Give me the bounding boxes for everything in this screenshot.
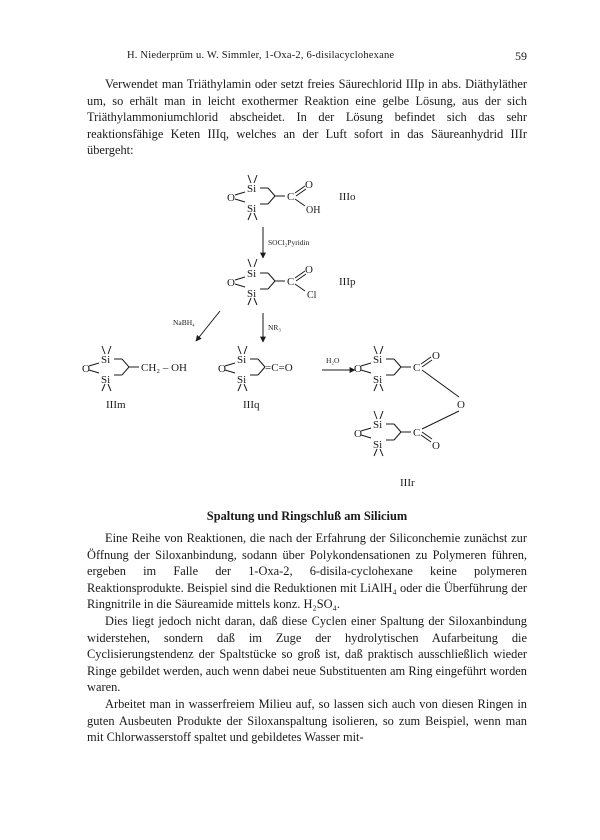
IIIm-si-top: Si [101,354,111,366]
body-text [87,530,527,746]
IIIr-lower-si-bottom: Si [373,439,383,451]
IIIq-si-bottom: Si [237,374,247,386]
IIIo-carbon: C [287,191,295,203]
reagent-nr3: NR₃ [268,323,282,332]
IIIr-lower-si-top: Si [373,419,383,431]
IIIr-upper-si-bottom: Si [373,374,383,386]
IIIr-lower-carbon: C [413,427,421,439]
IIIr-upper-si-top: Si [373,354,383,366]
IIIo-ring-o: O [227,192,235,204]
IIIq-ketene: =C=O [265,362,293,374]
IIIr-lower-ring-o: O [354,428,362,440]
IIIr-upper-carbonyl-o: O [432,350,440,362]
IIIr-bridge-o: O [457,399,465,411]
reaction-scheme-svg [82,165,527,495]
IIIp-si-top: Si [247,268,257,280]
IIIq-ring-o: O [218,363,226,375]
running-header [87,50,527,66]
IIIr-upper-ring-o: O [354,363,362,375]
page-number: 59 [515,49,527,63]
IIIo-hydroxyl: OH [306,205,321,216]
arrow-nabh4 [196,311,220,341]
reaction-scheme [82,165,527,495]
reagent-h2o: H₂O [326,356,340,365]
IIIp-chlorine: Cl [307,290,317,301]
IIIo-carbonyl-o: O [305,179,313,191]
paragraph-1: Eine Reihe von Reaktionen, die nach der Erfahrung der Siliconchemie zunächst zur Öffnung der Siloxanbindung, sodann über Polykondensationen zu Polymeren führen, ergeben im Falle der 1-Oxa-2, 6-disila-cyclohexane keine polymeren Reaktionsprodukte. Beispiel sind die Reduktionen mit LiAlH₄ oder die Überführung der Ringnitrile in die Säureamide mittels konz. H₂SO₄. [87,531,527,612]
IIIp-si-bottom: Si [247,288,257,300]
IIIq-si-top: Si [237,354,247,366]
paragraph-2: Dies liegt jedoch nicht daran, daß diese Cyclen einer Spaltung der Siloxanbindung widerstehen, sondern daß im Zuge der hydrolytischen Aufarbeitung die Cyclisierungstendenz der Spaltstücke so groß ist, daß praktisch ausschließlich wieder Ringe gebildet werden, auch wenn dabei neue Substituenten am Ring eingeführt worden waren. [87,613,527,695]
label-IIIq: IIIq [243,399,260,411]
compound-IIIp [235,259,306,305]
intro-paragraph: Verwendet man Triäthylamin oder setzt freies Säurechlorid IIIp in abs. Diäthyläther um, so erhält man in leicht exothermer Reaktion eine gelbe Lösung, aus der sich Triäthylammoniumchlorid abscheidet. In der Lösung befindet sich das sehr reaktionsfähige Keten IIIq, welches an der Luft sofort in das Säureanhydrid IIIr übergeht: [87,77,527,158]
label-IIIp: IIIp [339,276,356,288]
reagent-nabh4: NaBH₄ [173,318,195,327]
paragraph-3: Arbeitet man in wasserfreiem Milieu auf, so lassen sich auch von diesen Ringen in guten Ausbeuten Produkte der Siloxanspaltung isolieren, so zum Beispiel, wenn man mit Chlorwasserstoff spaltet und gebildetes Wasser mit- [87,696,527,745]
IIIo-si-bottom: Si [247,203,257,215]
reagent-socl2-pyridin: SOCl₂Pyridin [268,238,310,247]
IIIr-upper-carbon: C [413,362,421,374]
running-head: H. Niederprüm u. W. Simmler, 1-Oxa-2, 6-disilacyclohexane [127,50,395,61]
section-title: Spaltung und Ringschluß am Silicium [206,509,408,523]
IIIp-ring-o: O [227,277,235,289]
IIIm-si-bottom: Si [101,374,111,386]
label-IIIo: IIIo [339,191,356,203]
IIIo-si-top: Si [247,183,257,195]
IIIr-lower-carbonyl-o: O [432,440,440,452]
IIIm-ch2oh: CH₂ – OH [141,362,188,374]
IIIp-carbonyl-o: O [305,264,313,276]
label-IIIr: IIIr [400,477,415,489]
label-IIIm: IIIm [106,399,126,411]
compound-IIIm [89,346,139,391]
IIIm-ring-o: O [82,363,90,375]
compound-IIIo [235,175,306,220]
IIIp-carbon: C [287,276,295,288]
